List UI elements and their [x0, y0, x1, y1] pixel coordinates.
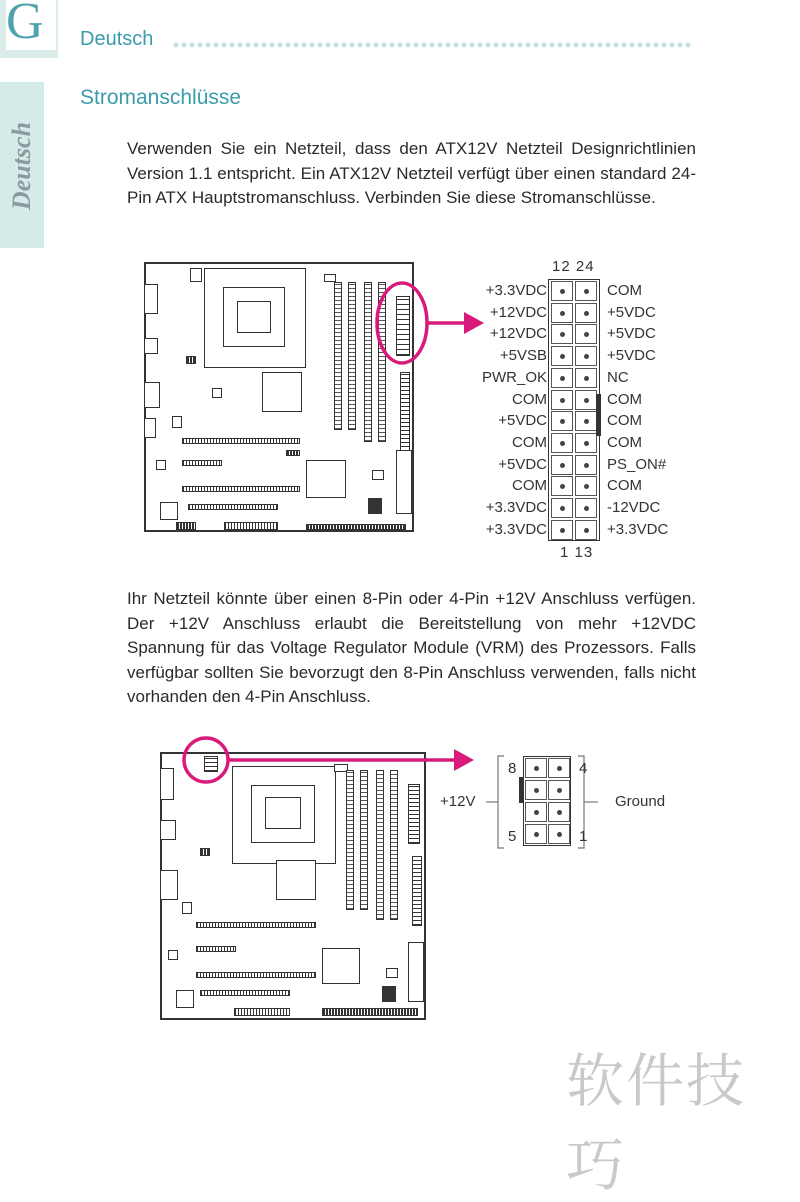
pin-label-left: +5VDC: [498, 412, 547, 430]
connector-latch: [519, 777, 524, 803]
pin-8-label: 8: [508, 760, 517, 777]
pin-cell: [551, 281, 573, 301]
pin-numbers-top: 12 24: [552, 258, 595, 275]
pin-label-right: COM: [607, 412, 642, 430]
pin-cell: [575, 324, 597, 344]
pin-label-right: +5VDC: [607, 347, 656, 365]
pin-cell: [575, 368, 597, 388]
motherboard-diagram-2: [160, 752, 426, 1020]
section-title: Stromanschlüsse: [80, 86, 242, 109]
pin-cell: [575, 303, 597, 323]
pin-cell: [551, 411, 573, 431]
plus12v-label: +12V: [440, 793, 476, 810]
atx24-pin-grid: [548, 279, 600, 541]
pin-cell: [525, 780, 547, 800]
atx8-pin-grid: [523, 756, 571, 846]
pin-label-left: +5VDC: [498, 455, 547, 473]
pin-label-right: NC: [607, 368, 629, 386]
dimm-slot: [348, 282, 356, 430]
pin-cell: [575, 498, 597, 518]
pin-4-label: 4: [579, 760, 588, 777]
side-tab-label: Deutsch: [7, 121, 36, 211]
pin-cell: [575, 476, 597, 496]
pin-cell: [551, 520, 573, 540]
pin-label-right: +5VDC: [607, 303, 656, 321]
connector-latch: [596, 394, 601, 436]
pin-cell: [548, 780, 570, 800]
pin-numbers-bottom: 1 13: [560, 544, 594, 561]
ground-label: Ground: [615, 793, 666, 810]
pin-cell: [551, 455, 573, 475]
pin-cell: [551, 433, 573, 453]
pin-label-right: COM: [607, 282, 642, 299]
pin-label-left: COM: [512, 390, 547, 408]
watermark: 软件技巧: [566, 1049, 747, 1198]
chapter-letter: G: [6, 0, 56, 50]
pin-cell: [575, 281, 597, 301]
pin-cell: [551, 390, 573, 410]
pin-cell: [525, 758, 547, 778]
pin-label-left: +3.3VDC: [485, 499, 547, 516]
pin-cell: [551, 324, 573, 344]
header-dotted-rule: [172, 42, 694, 48]
pin-cell: [551, 368, 573, 388]
pin-cell: [575, 433, 597, 453]
highlight-callout-2: [180, 730, 480, 790]
pin-cell: [575, 520, 597, 540]
pin-label-right: +5VDC: [607, 325, 656, 343]
pin-cell: [548, 824, 570, 844]
pin-1-label: 1: [579, 828, 588, 845]
pin-cell: [575, 346, 597, 366]
cpu-socket: [204, 268, 306, 368]
pin-cell: [525, 802, 547, 822]
pin-label-left: PWR_OK: [481, 368, 547, 386]
pin-cell: [551, 303, 573, 323]
pin-cell: [551, 498, 573, 518]
pin-cell: [551, 476, 573, 496]
pin-label-left: COM: [512, 477, 547, 495]
pin-label-right: COM: [607, 433, 642, 451]
pin-5-label: 5: [508, 828, 517, 845]
power-12v-paragraph: Ihr Netzteil könnte über einen 8-Pin oder 4-Pin +12V Anschluss verfügen. Der +12V Anschluss erlaubt die Bereitstellung von mehr +12VDC Spannung für das Voltage Regulator Module (VRM) des Prozessors. Falls verfügbar sollten Sie bevorzugt den 8-Pin Anschluss verwenden, falls nicht vorhanden den 4-Pin Anschluss.: [127, 589, 696, 707]
pin-cell: [548, 758, 570, 778]
pin-label-right: -12VDC: [607, 499, 661, 516]
intro-paragraph: Verwenden Sie ein Netzteil, dass den ATX12V Netzteil Designrichtlinien Version 1.1 entspricht. Ein ATX12V Netzteil verfügt über einen standard 24-Pin ATX Hauptstromanschluss. Verbinden Sie diese Stromanschlüsse.: [127, 139, 696, 208]
pin-cell: [525, 824, 547, 844]
pin-label-left: +12VDC: [489, 325, 547, 343]
pin-cell: [575, 390, 597, 410]
pin-cell: [548, 802, 570, 822]
pin-label-left: +3.3VDC: [485, 282, 547, 299]
pin-label-right: PS_ON#: [607, 455, 667, 473]
pin-label-right: COM: [607, 390, 642, 408]
header-language: Deutsch: [80, 28, 154, 50]
pin-label-left: COM: [512, 433, 547, 451]
pin-label-right: COM: [607, 477, 642, 495]
pin-cell: [575, 411, 597, 431]
pin-label-left: +12VDC: [489, 303, 547, 321]
pin-label-left: +3.3VDC: [485, 520, 547, 538]
pin-label-left: +5VSB: [499, 347, 547, 365]
dimm-slot: [334, 282, 342, 430]
pin-cell: [551, 346, 573, 366]
pin-cell: [575, 455, 597, 475]
pin-label-right: +3.3VDC: [607, 520, 669, 538]
